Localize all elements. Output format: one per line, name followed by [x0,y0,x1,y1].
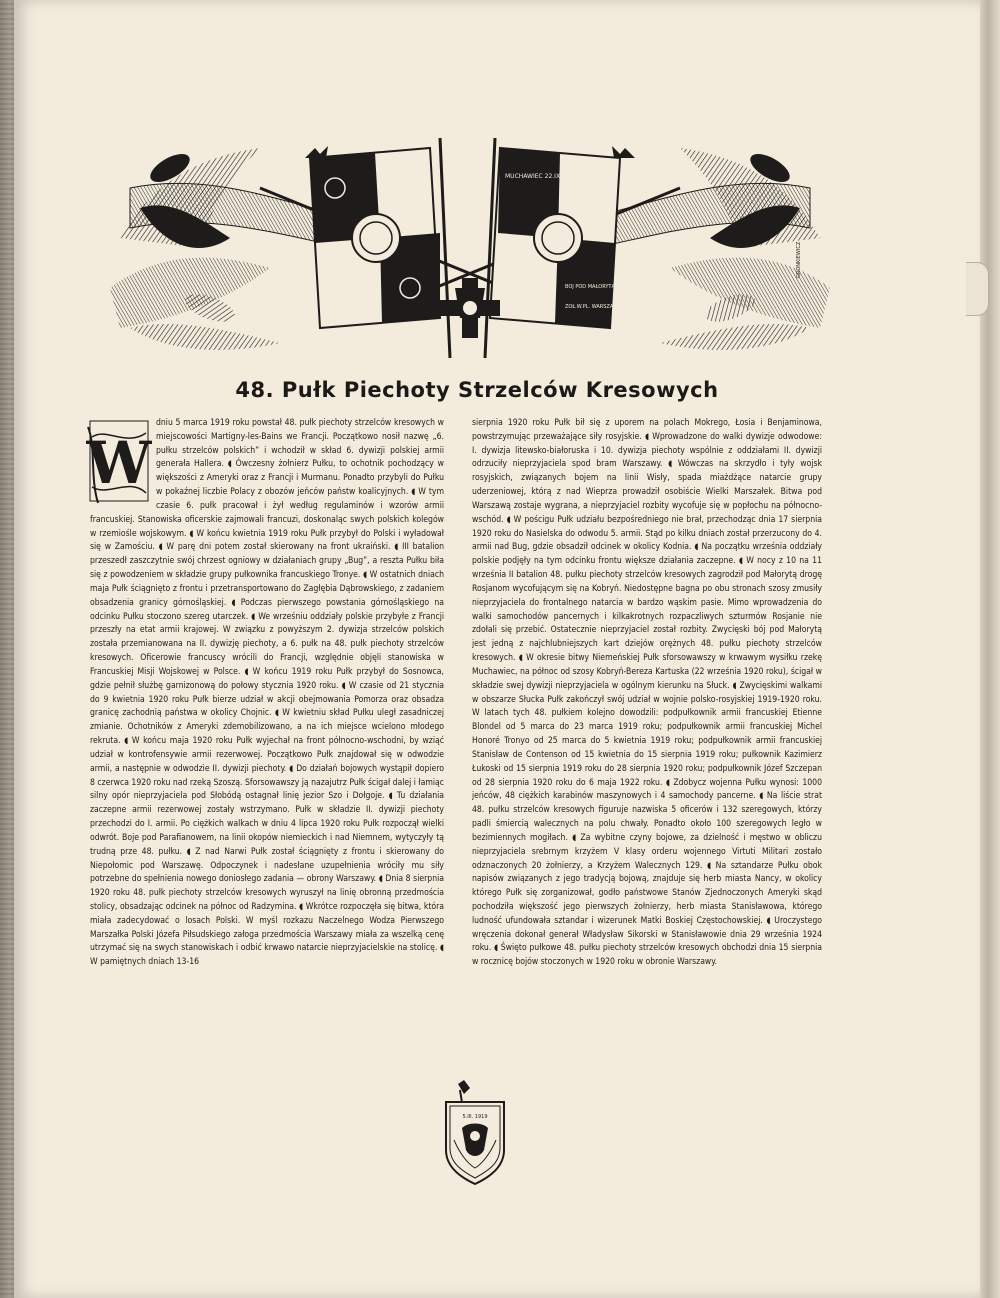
flag-inscription-2: BOJ POD MAŁORYTĄ [565,284,615,290]
eagle-icon [305,146,328,158]
page-tab-marker [966,262,989,316]
regiment-emblem [434,1080,516,1188]
body-text-right: sierpnia 1920 roku Pułk bił się z uporem na polach Mokrego, Łosia i Benjaminowa, powstrzymując przeważające siły rosyjskie. ◖ Wprowadzone do walki dywizje odwodowe: I. dywizja litewsko-białoruska i 10. dywizja piechoty wspólnie z oddziałami II. dywizji odrzuciły nieprzyjaciela spod bram Warszawy. ◖ Wówczas na skrzydło i tyły wojsk rosyjskich, związanych bojem na linii Wisły, spada miażdżące natarcie grupy uderzeniowej, którą z nad Wieprza prowadził osobiście Wielki Marszałek. Bitwa pod Warszawą zostaje wygrana, a nieprzyjaciel rozbity wycofuje się w popłochu na północno-wschód. ◖ W pościgu Pułk udziału bezpośredniego nie brał, przechodząc dnia 17 sierpnia 1920 roku do Nasielska do odwodu 5. armii. Stąd po kilku dniach został przerzucony do 4. armii nad Bug, gdzie obsadził odcinek w okolicy Kodnia. ◖ Na początku września oddziały polskie podjęły na tym odcinku frontu większe działania zaczepne. ◖ W nocy z 10 na 11 września II batalion 48. pułku piechoty strzelców kresowych zagrodził pod Małorytą drogę Rosjanom wycofującym się na Kobryń. Niedostępne bagna po obu stronach szosy zmusiły nieprzyjaciela do frontalnego natarcia w bardzo wąskim pasie. Mimo wprowadzenia do walki samochodów pancernych i kilkakrotnych rozpaczliwych szturmów Rosjanie nie zdołali się przebić. Ostatecznie nieprzyjaciel został rozbity. Zwycięski bój pod Małorytą jest jedną z najchlubniejszych kart dziejów orężnych 48. pułku piechoty strzelców kresowych. ◖ W okresie bitwy Niemeńskiej Pułk sforsowawszy w krwawym wysiłku rzekę Muchawiec, na północ od szosy Kobryń-Bereza Kartuska (22 września 1920 roku), ścigał w składzie swej dywizji nieprzyjaciela w ogólnym kierunku na Słuck. ◖ Zwycięskimi walkami w obszarze Słucka Pułk zakończył swój udział w wojnie polsko-rosyjskiej 1919-1920 roku. W latach tych 48. pułkiem kolejno dowodzili: podpułkownik armii francuskiej Etienne Blondel od 5 marca do 23 marca 1919 roku; podpułkownik armii francuskiej Michel Honoré Tronyo od 25 marca do 5 kwietnia 1919 roku; podpułkownik armii francuskiej Stanisław de Contenson od 15 kwietnia do 15 sierpnia 1919 roku; pułkownik Kazimierz Łukoski od 15 sierpnia 1919 roku do 28 sierpnia 1920 roku; podpułkownik Józef Szczepan od 28 sierpnia 1920 roku do 6 maja 1922 roku. ◖ Zdobycz wojenna Pułku wynosi: 1000 jeńców, 48 ciężkich karabinów maszynowych i 4 samochody pancerne. ◖ Na liście strat 48. pułku strzelców kresowych figuruje nazwiska 5 oficerów i 132 szeregowych, którzy padli śmiercią walecznych na polu chwały. Ponadto około 100 szeregowych legło w bezimiennych mogiłach. ◖ Za wybitne czyny bojowe, za dzielność i męstwo w obliczu nieprzyjaciela srebrnym krzyżem V klasy orderu wojennego Virtuti Militari zostało odznaczonych 20 żołnierzy, a Krzyżem Walecznych 129. ◖ Na sztandarze Pułku obok napisów związanych z jego tradycją bojową, znajduje się herb miasta Nancy, w okolicy którego Pułk się zorganizował, godło państwowe Stanów Zjednoczonych Ameryki skąd pochodziła większość jego pierwszych żołnierzy, herb miasta Stanisławowa, którego ludność ufundowała sztandar i wizerunek Matki Boskiej Częstochowskiej. ◖ Uroczystego wręczenia dokonał generał Władysław Sikorski w Stanisławowie dnia 29 września 1924 roku. ◖ Święto pułkowe 48. pułku piechoty strzelców kresowych obchodzi dnia 15 sierpnia w rocznicę bojów stoczonych w 1920 roku w obronie Warszawy. [472,418,822,968]
previous-page-edge [0,0,14,1298]
page-stack-edge [980,0,1000,1298]
emblem-date: 5.III. 1919 [462,1114,488,1120]
eagle-icon [612,146,635,158]
banner-illustration [110,128,830,360]
regimental-flag-right [490,148,622,328]
page-title: 48. Pułk Piechoty Strzelców Kresowych [235,378,719,402]
regimental-flag-left [310,148,440,328]
oak-leaves-left [110,148,280,350]
dropcap-letter: W [86,429,152,497]
artist-signature: GRONKIEWICZ [796,241,802,278]
body-text-left: dniu 5 marca 1919 roku powstał 48. pułk piechoty strzelców kresowych w miejscowości Martigny-les-Bains we Francji. Początkowo nosił nazwę „6. pułku strzelców polskich” i wchodził w skład 6. dywizji polskiej armii generała Hallera. ◖ Ówczesny żołnierz Pułku, to ochotnik pochodzący w większości z Ameryki oraz z Francji i Murmanu. Ponadto przybyli do Pułku w pokaźnej liczbie Polacy z obozów jeńców państw koalicyjnych. ◖ W tym czasie 6. pułk pracował i żył według regulaminów i wzorów armii francuskiej. Stanowiska oficerskie zajmowali francuzi, doskonaląc swych polskich kolegów w rzemiośle wojskowym. ◖ W końcu kwietnia 1919 roku Pułk przybył do Polski i wyładował się w Zamościu. ◖ W parę dni potem został skierowany na front ukraiński. ◖ III batalion przeszedł zaszczytnie swój chrzest ogniowy w działaniach grupy „Bug”, a reszta Pułku biła się z powodzeniem w składzie grupy pułkownika francuskiego Tronye. ◖ W ostatnich dniach maja Pułk ściągnięto z frontu i przetransportowano do Zagłębia Dąbrowskiego, z zadaniem obsadzenia granicy górnośląskiej. ◖ Podczas pierwszego powstania górnośląskiego na odcinku Pułku stoczono szereg utarczek. ◖ We wrześniu oddziały polskie przybyłe z Francji przeszły na etat armii krajowej. W związku z powyższym 2. dywizja strzelców polskich została przemianowana na II. dywizję piechoty, a 6. pułk na 48. pułk piechoty strzelców kresowych. Oficerowie francuscy wrócili do Francji, względnie objęli stanowiska w Francuskiej Misji Wojskowej w Polsce. ◖ W końcu 1919 roku Pułk przybył do Sosnowca, gdzie pełnił służbę garnizonową do połowy stycznia 1920 roku. ◖ W czasie od 21 stycznia do 9 kwietnia 1920 roku Pułk bierze udział w akcji obejmowania Pomorza oraz obsadza granicę zachodnią państwa w okolicy Chojnic. ◖ W kwietniu skład Pułku uległ zasadniczej zmianie. Ochotników z Ameryki zdemobilizowano, a na ich miejsce wcielono młodego rekruta. ◖ W końcu maja 1920 roku Pułk wyjechał na front północno-wschodni, by wziąć udział w kontrofensywie armii rezerwowej. Początkowo Pułk znajdował się w odwodzie armii, a następnie w odwodzie II. dywizji piechoty. ◖ Do działań bojowych wystąpił dopiero 8 czerwca 1920 roku nad rzeką Szoszą. Sforsowawszy ją nazajutrz Pułk ścigał dalej i łamiąc silny opór nieprzyjaciela pod Słobódą ostagnał linię jezior Szo i Dołgoje. ◖ Tu działania zaczepne armii rezerwowej zostały wstrzymano. Pułk w składzie II. dywizji piechoty przechodzi do I. armii. Po ciężkich walkach w dniu 4 lipca 1920 roku Pułk rozpoczął wielki odwrót. Boje pod Parafianowem, na linii okopów niemieckich i nad Niemnem, wytyczyły tą trudną prze 48. pułku. ◖ Z nad Narwi Pułk został ściągnięty z frontu i skierowany do Niepołomic pod Warszawę. Odpoczynek i nadesłane uzupełnienia wróciły mu siły potrzebne do spełnienia nowego doniosłego zadania — obrony Warszawy. ◖ Dnia 8 sierpnia 1920 roku 48. pułk piechoty strzelców kresowych wyruszył na linię obronną przedmościa stolicy, obsadzając odcinek na północ od Radzymina. ◖ Wkrótce rozpoczęła się bitwa, która miała zadecydować o losach Polski. W myśl rozkazu Naczelnego Wodza Pierwszego Marszałka Polski Józefa Piłsudskiego załoga przedmościa Warszawy miała za wszelką cenę utrzymać się na swych stanowiskach i odbić krwawo natarcie nieprzyjacielskie na stolicę. ◖ W pamiętnych dniach 13-16 [90,418,444,968]
text-column-right [472,417,822,970]
text-column-left [86,417,444,970]
flag-inscription: MUCHAWIEC 22.IX.1920 [505,173,578,180]
oak-leaves-right [660,148,830,350]
dropcap-ornament [86,417,152,505]
flag-inscription-3: ZOŁ.W.PL. WARSZAWA [565,304,622,310]
